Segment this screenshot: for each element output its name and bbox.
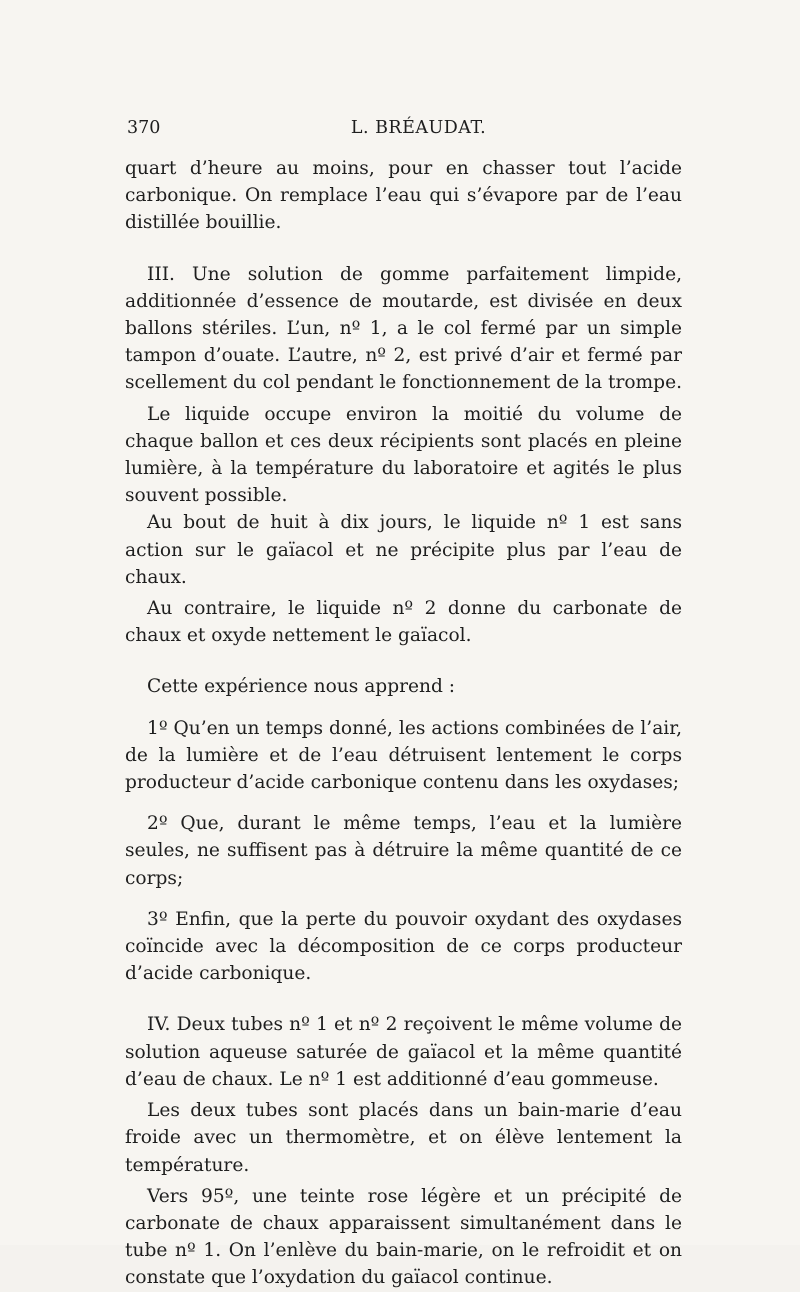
paragraph-point-1: 1º Qu’en un temps donné, les actions combinées de l’air, de la lumière et de l’eau détruisent lentement le corps producteur d’acide carbonique contenu dans les oxydases; xyxy=(125,717,682,794)
running-title: L. BRÉAUDAT. xyxy=(350,118,487,138)
paragraph-continuation: quart d’heure au moins, pour en chasser tout l’acide carbonique. On remplace l’eau qui s’évapore par de l’eau distillée bouillie. xyxy=(125,158,682,234)
paragraph-tubes: Les deux tubes sont placés dans un bain-marie d’eau froide avec un thermomètre, et on élève lentement la température. xyxy=(125,1100,682,1176)
running-head xyxy=(127,118,680,148)
paragraph-contrary: Au contraire, le liquide nº 2 donne du carbonate de chaux et oxyde nettement le gaïacol. xyxy=(125,598,682,647)
paragraph-point-2: 2º Que, durant le même temps, l’eau et la lumière seules, ne suffisent pas à détruire la même quantité de ce corps; xyxy=(125,813,682,889)
page-number: 370 xyxy=(127,118,161,138)
paragraph-section-iii: III. Une solution de gomme parfaitement limpide, additionnée d’essence de moutarde, est divisée en deux ballons stériles. L’un, nº 1, a le col fermé par un simple tampon d’ouate. L’autre, nº 2, est privé d’air et fermé par scellement du col pendant le fonctionnement de la trompe. xyxy=(125,263,682,394)
body-text xyxy=(125,155,682,1292)
paragraph-vers-95: Vers 95º, une teinte rose légère et un précipité de carbonate de chaux apparaissent simultanément dans le tube nº 1. On l’enlève du bain-marie, on le refroidit et on constate que l’oxydation du gaïacol continue. xyxy=(125,1185,682,1289)
paragraph-liquid: Le liquide occupe environ la moitié du volume de chaque ballon et ces deux récipients sont placés en pleine lumière, à la température du laboratoire et agités le plus souvent possible. xyxy=(125,403,682,507)
paragraph-section-iv: IV. Deux tubes nº 1 et nº 2 reçoivent le même volume de solution aqueuse saturée de gaïacol et la même quantité d’eau de chaux. Le nº 1 est additionné d’eau gommeuse. xyxy=(125,1014,682,1090)
paragraph-lesson: Cette expérience nous apprend : xyxy=(147,676,456,698)
paragraph-after-days: Au bout de huit à dix jours, le liquide nº 1 est sans action sur le gaïacol et ne précipite plus par l’eau de chaux. xyxy=(125,512,682,588)
paragraph-point-3: 3º Enfin, que la perte du pouvoir oxydant des oxydases coïncide avec la décomposition de ce corps producteur d’acide carbonique. xyxy=(125,908,682,985)
